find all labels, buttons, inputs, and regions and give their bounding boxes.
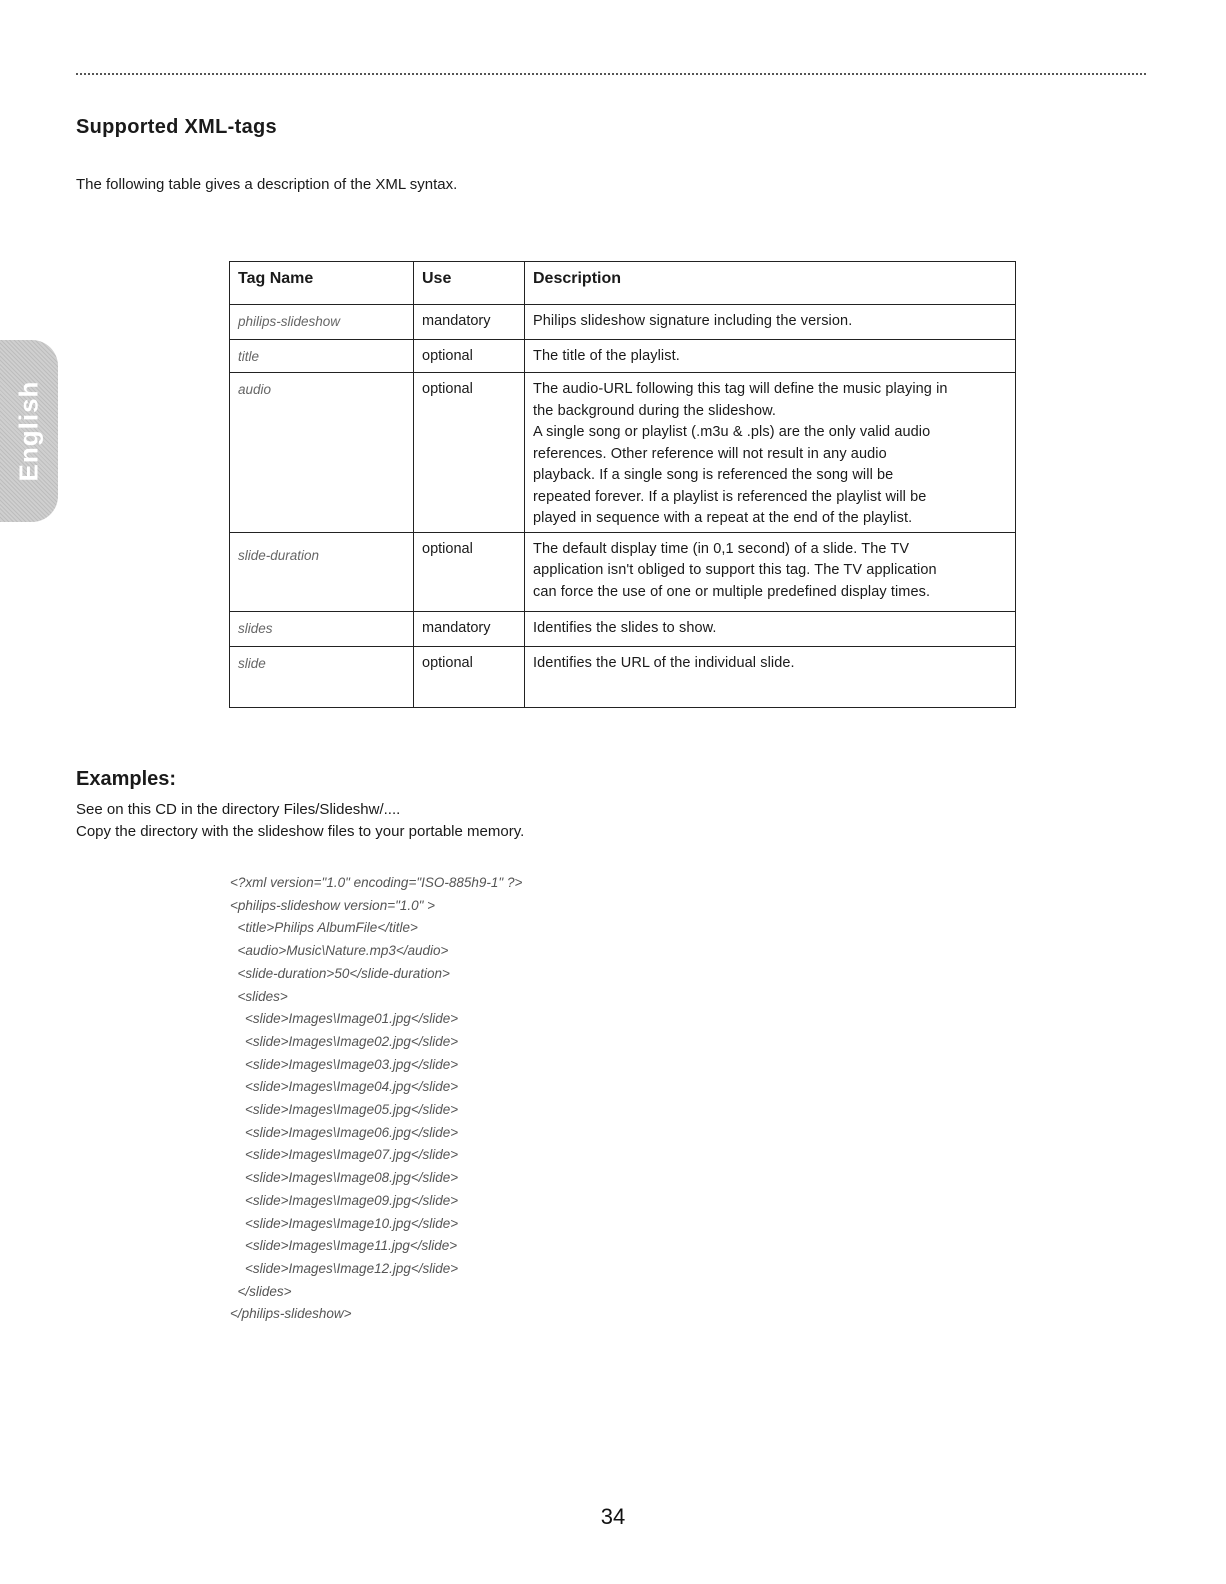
use-cell: optional [414, 532, 525, 611]
description-line: can force the use of one or multiple predefined display times. [533, 583, 931, 600]
table-row [230, 305, 1016, 340]
tag-name-cell: audio [230, 373, 414, 533]
description-line: The default display time (in 0,1 second) of a slide. The TV [533, 540, 910, 557]
header-use: Use [414, 262, 525, 305]
description-line: the background during the slideshow. [533, 402, 777, 419]
description-line: Philips slideshow signature including the version. [533, 313, 853, 329]
description-cell [525, 373, 1016, 533]
description-cell [525, 532, 1016, 611]
use-cell: mandatory [414, 611, 525, 646]
description-line: repeated forever. If a playlist is referenced the playlist will be [533, 488, 927, 505]
section-title: Supported XML-tags [76, 116, 277, 138]
use-cell: optional [414, 646, 525, 707]
description-line: The title of the playlist. [533, 348, 680, 364]
description-cell [525, 305, 1016, 340]
xml-line: <slide>Images\Image04.jpg</slide> [230, 1079, 459, 1095]
examples-title: Examples: [76, 768, 177, 790]
description-cell [525, 646, 1016, 707]
xml-line: <slides> [230, 988, 288, 1004]
description-line: The audio-URL following this tag will define the music playing in [533, 381, 948, 397]
xml-line: <slide>Images\Image06.jpg</slide> [230, 1124, 459, 1140]
table-row [230, 340, 1016, 373]
xml-line: <title>Philips AlbumFile</title> [230, 920, 418, 936]
xml-line: <slide>Images\Image09.jpg</slide> [230, 1192, 459, 1208]
table-row [230, 611, 1016, 646]
page-number: 34 [600, 1504, 626, 1529]
xml-line: <slide>Images\Image05.jpg</slide> [230, 1102, 459, 1118]
use-cell: mandatory [414, 305, 525, 340]
tag-name-cell: slide-duration [230, 532, 414, 611]
description-cell [525, 611, 1016, 646]
table-row [230, 646, 1016, 707]
examples-text [76, 799, 524, 843]
description-line: references. Other reference will not result in any audio [533, 445, 887, 462]
xml-line: <?xml version="1.0" encoding="ISO-885h9-1" ?> [230, 875, 523, 890]
language-tab-label: English [13, 380, 44, 482]
table-row [230, 532, 1016, 611]
description-cell [525, 340, 1016, 373]
description-line: Identifies the slides to show. [533, 619, 717, 636]
tag-name-cell: philips-slideshow [230, 305, 414, 340]
xml-line: <slide-duration>50</slide-duration> [230, 965, 450, 981]
header-description: Description [525, 262, 1016, 305]
description-line: played in sequence with a repeat at the end of the playlist. [533, 510, 913, 526]
xml-line: <slide>Images\Image07.jpg</slide> [230, 1147, 459, 1163]
xml-line: <slide>Images\Image02.jpg</slide> [230, 1033, 459, 1049]
language-side-tab [0, 340, 58, 522]
description-line: Identifies the URL of the individual slide. [533, 654, 795, 671]
examples-line: Copy the directory with the slideshow files to your portable memory. [76, 823, 525, 840]
examples-line: See on this CD in the directory Files/Slideshw/.... [76, 801, 401, 818]
xml-line: <slide>Images\Image11.jpg</slide> [230, 1238, 458, 1254]
xml-line: </philips-slideshow> [230, 1306, 352, 1322]
xml-example-code [230, 872, 522, 1326]
top-dotted-rule [76, 73, 1146, 75]
xml-line: <slide>Images\Image12.jpg</slide> [230, 1260, 459, 1276]
description-line: playback. If a single song is referenced the song will be [533, 467, 894, 483]
tag-name-cell: slide [230, 646, 414, 707]
table-row [230, 373, 1016, 533]
use-cell: optional [414, 373, 525, 533]
intro-text: The following table gives a description of the XML syntax. [76, 176, 458, 193]
xml-line: </slides> [230, 1283, 292, 1299]
xml-line: <audio>Music\Nature.mp3</audio> [230, 943, 449, 959]
xml-line: <slide>Images\Image01.jpg</slide> [230, 1011, 459, 1027]
header-tag-name: Tag Name [230, 262, 414, 305]
description-line: application isn't obliged to support this tag. The TV application [533, 562, 937, 578]
xml-line: <slide>Images\Image03.jpg</slide> [230, 1056, 459, 1072]
xml-line: <slide>Images\Image10.jpg</slide> [230, 1215, 459, 1231]
use-cell: optional [414, 340, 525, 373]
xml-line: <philips-slideshow version="1.0" > [230, 897, 436, 913]
table-header-row [230, 262, 1016, 305]
description-line: A single song or playlist (.m3u & .pls) are the only valid audio [533, 424, 931, 440]
tag-name-cell: title [230, 340, 414, 373]
tag-name-cell: slides [230, 611, 414, 646]
xml-line: <slide>Images\Image08.jpg</slide> [230, 1170, 459, 1186]
xml-tags-table [229, 261, 1016, 708]
